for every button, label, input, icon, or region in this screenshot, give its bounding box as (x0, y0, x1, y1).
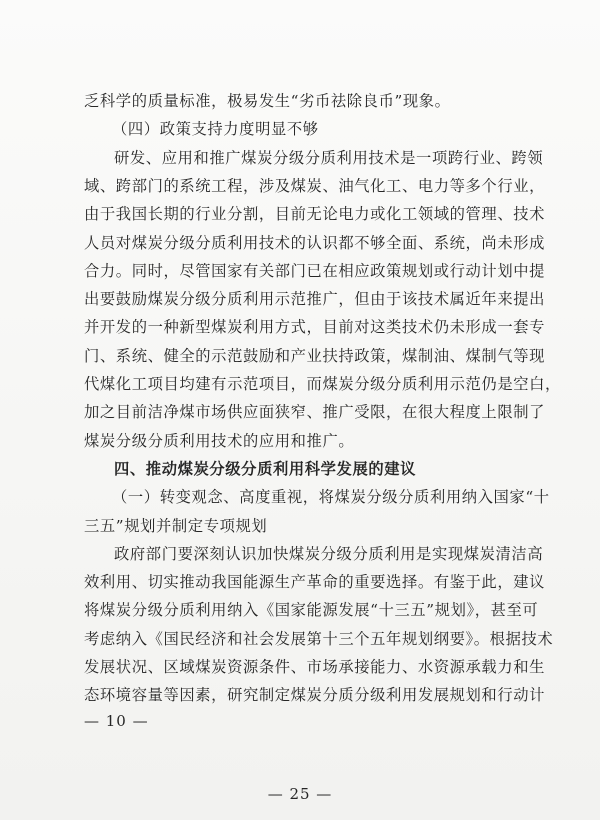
body-text-line: 政府部门要深刻认识加快煤炭分级分质利用是实现煤炭清洁高 (114, 544, 544, 563)
body-text-line: 合力。同时，尽管国家有关部门已在相应政策规划或行动计划中提 (84, 261, 546, 280)
body-text-line: 考虑纳入《国民经济和社会发展第十三个五年规划纲要》。根据技术 (84, 629, 554, 648)
body-text-line: 由于我国长期的行业分割，目前无论电力或化工领域的管理、技术 (84, 205, 546, 224)
body-text-line: 煤炭分级分质利用技术的应用和推广。 (84, 431, 355, 450)
inner-page-number: — 10 — (84, 712, 149, 731)
body-text-line: 域、跨部门的系统工程，涉及煤炭、油气化工、电力等多个行业， (84, 176, 546, 195)
subsection-heading: （一）转变观念、高度重视，将煤炭分级分质利用纳入国家“十 (112, 488, 550, 507)
body-text-line: 代煤化工项目均建有示范项目，而煤炭分级分质利用示范仍是空白， (84, 375, 561, 393)
body-text-line: 并开发的一种新型煤炭利用方式，目前对这类技术仍未形成一套专 (84, 318, 546, 337)
body-text-line: 门、系统、健全的示范鼓励和产业扶持政策，煤制油、煤制气等现 (84, 346, 546, 365)
outer-page-number: — 25 — (267, 785, 333, 803)
body-text-line: 出要鼓励煤炭分级分质利用示范推广，但由于该技术属近年来提出 (84, 290, 546, 309)
body-text-line: 人员对煤炭分级分质利用技术的认识都不够全面、系统，尚未形成 (84, 233, 546, 252)
body-text-line: 效利用、切实推动我国能源生产革命的重要选择。有鉴于此，建议 (84, 573, 546, 592)
body-text-line: 态环境容量等因素，研究制定煤炭分质分级利用发展规划和行动计 (84, 686, 546, 705)
body-text-line: 乏科学的质量标准，极易发生“劣币祛除良币”现象。 (84, 92, 451, 110)
body-text-line: 加之目前洁净煤市场供应面狭窄、推广受限，在很大程度上限制了 (84, 403, 546, 422)
subsection-heading-continued: 三五”规划并制定专项规划 (84, 516, 268, 535)
body-text-line: 发展状况、区域煤炭资源条件、市场承接能力、水资源承载力和生 (84, 658, 546, 676)
subsection-heading: （四）政策支持力度明显不够 (112, 120, 319, 139)
body-text-line: 研发、应用和推广煤炭分级分质利用技术是一项跨行业、跨领 (114, 148, 544, 167)
body-text-line: 将煤炭分级分质利用纳入《国家能源发展“十三五”规划》，甚至可 (84, 601, 539, 620)
section-heading: 四、推动煤炭分级分质利用科学发展的建议 (114, 459, 417, 478)
